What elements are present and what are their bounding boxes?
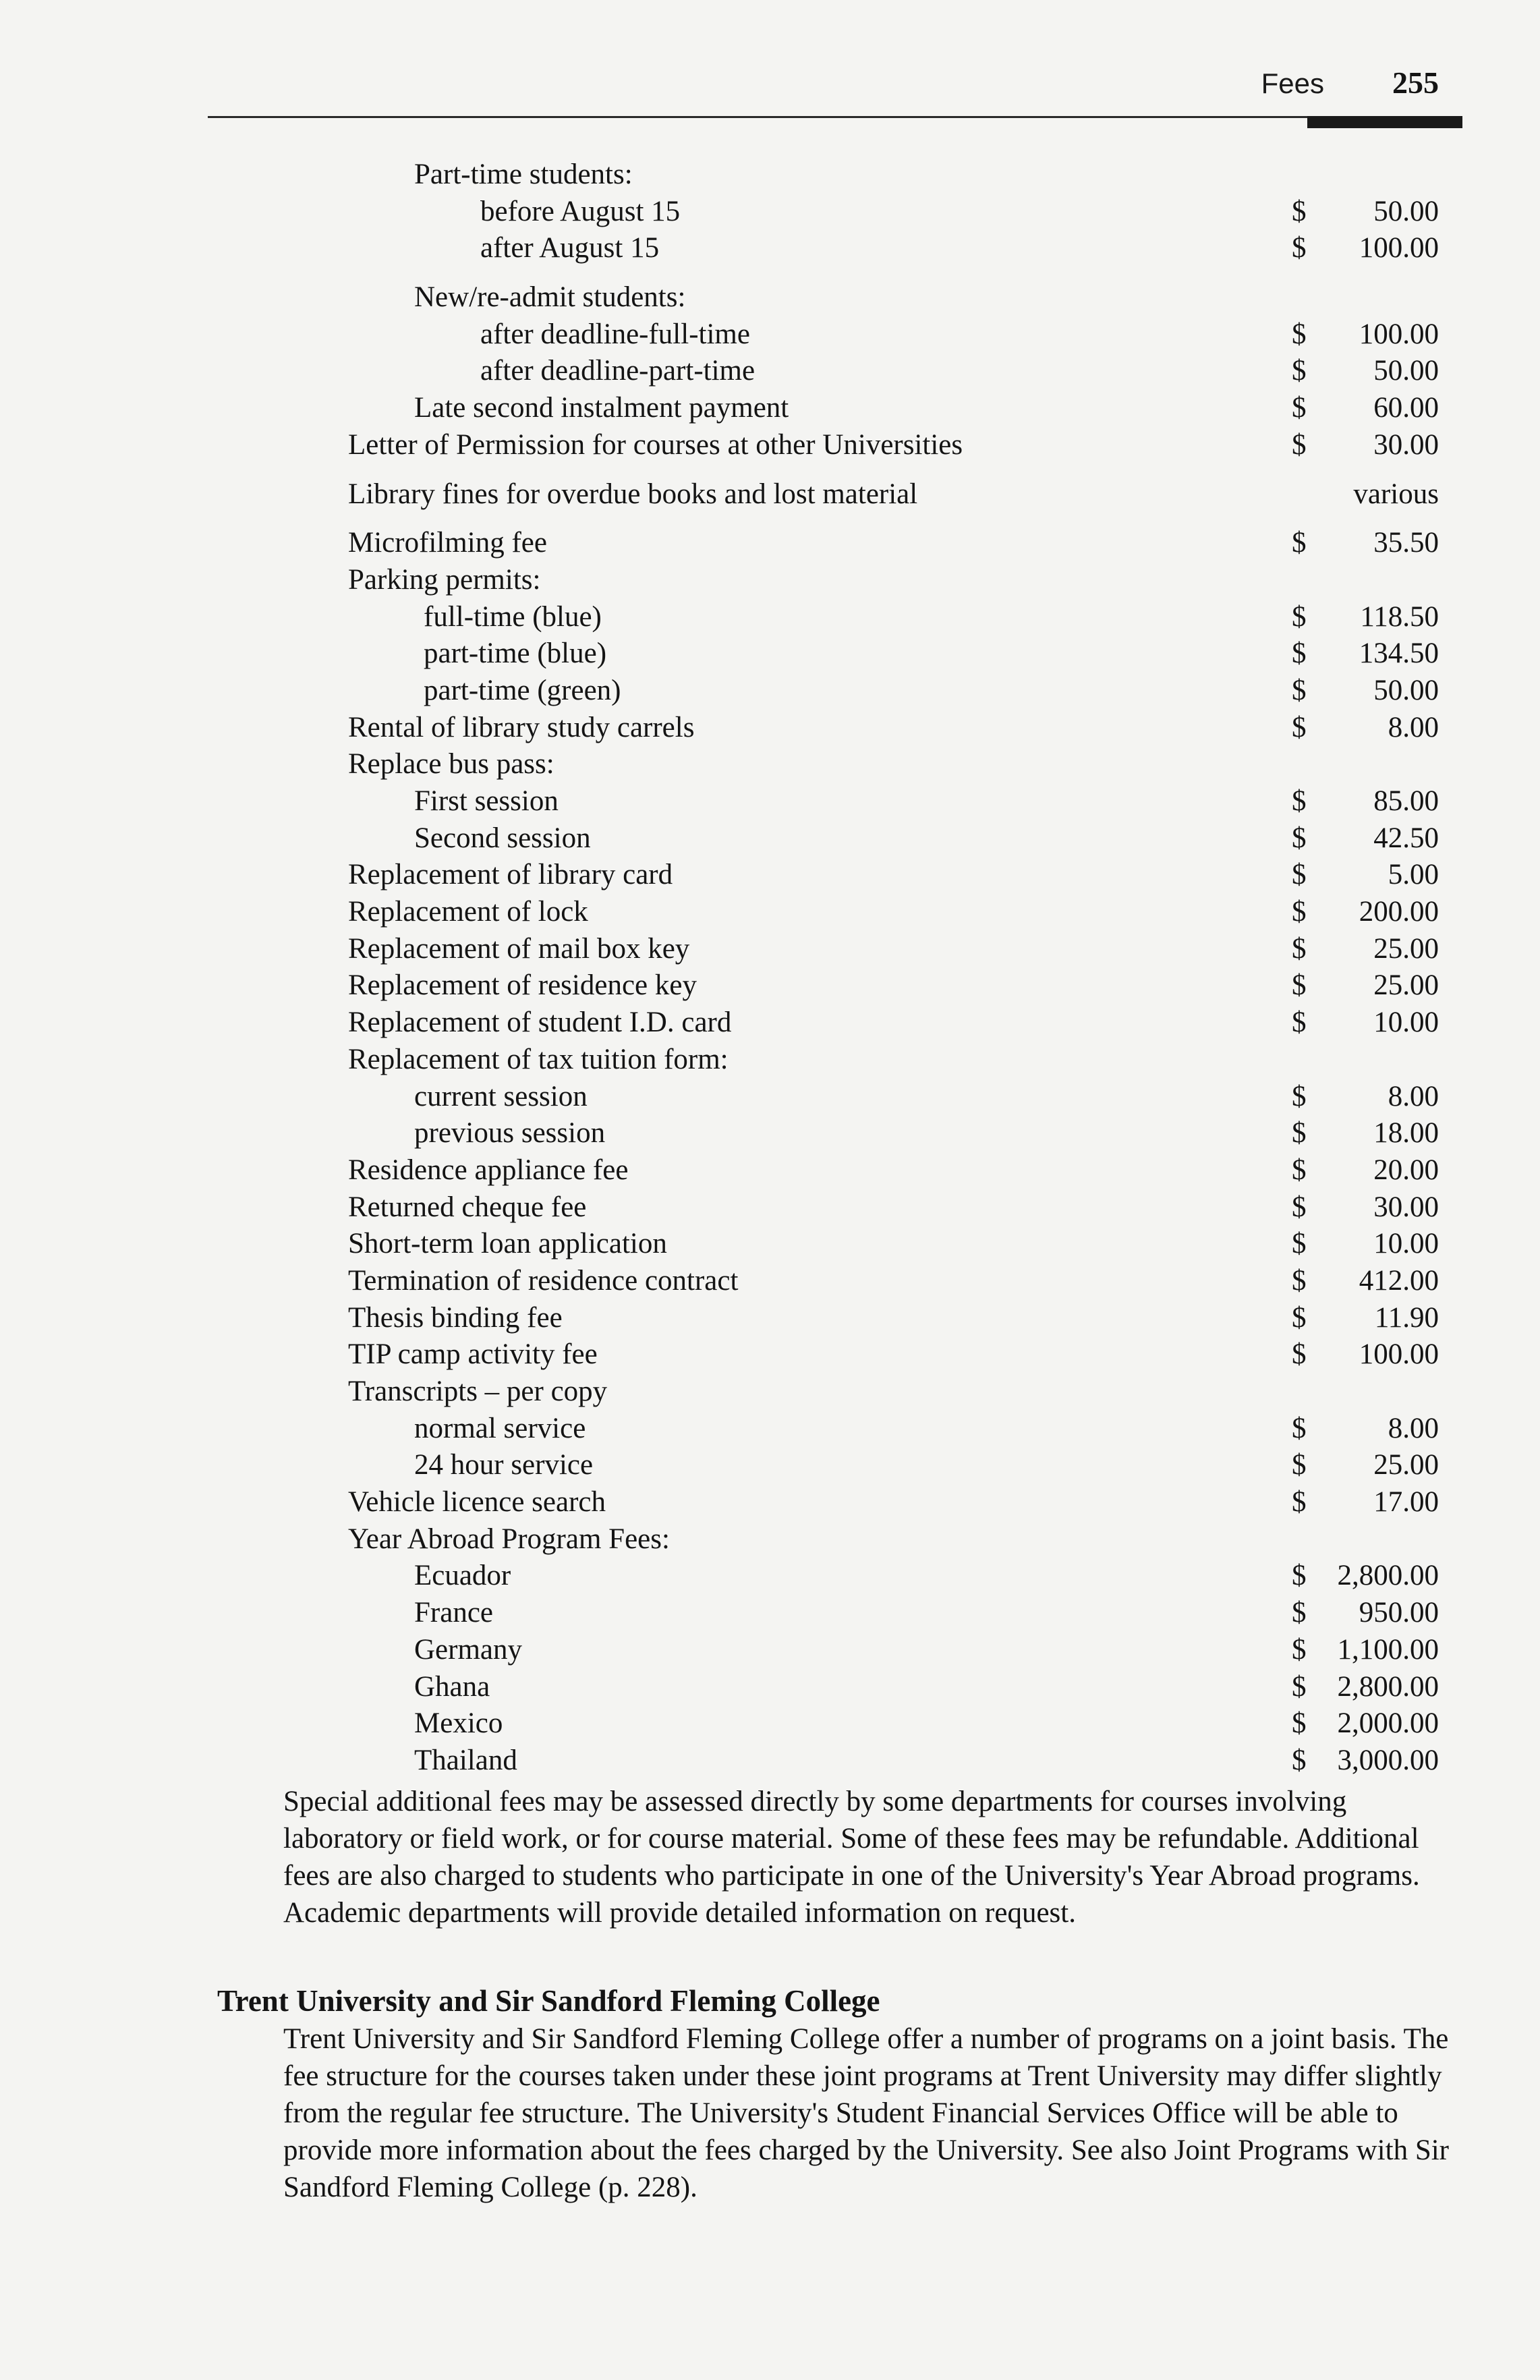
fee-row — [0, 1373, 1540, 1411]
fee-row — [0, 894, 1540, 931]
fee-row — [0, 783, 1540, 820]
fee-row — [0, 1004, 1540, 1042]
fee-row — [0, 390, 1540, 427]
fee-amount: 2,800.00 — [1337, 1560, 1439, 1592]
fee-row — [0, 1558, 1540, 1595]
fee-row — [0, 1042, 1540, 1079]
fee-row — [0, 820, 1540, 857]
fee-amount: 8.00 — [1388, 711, 1439, 743]
fee-currency: $ — [1292, 1080, 1307, 1112]
fee-row — [0, 1152, 1540, 1189]
fee-amount: 18.00 — [1373, 1117, 1439, 1150]
fee-currency: $ — [1292, 1633, 1307, 1666]
fee-row — [0, 1595, 1540, 1632]
fee-amount: 85.00 — [1373, 785, 1439, 817]
fee-row — [0, 1521, 1540, 1558]
fee-amount: 25.00 — [1373, 1449, 1439, 1481]
fee-amount: 200.00 — [1359, 896, 1439, 928]
fee-currency: $ — [1292, 428, 1307, 461]
fee-row — [0, 967, 1540, 1004]
fee-amount: 30.00 — [1373, 1191, 1439, 1223]
fee-currency: $ — [1292, 969, 1307, 1002]
fee-currency: $ — [1292, 232, 1307, 264]
fee-label: First session — [414, 785, 559, 817]
running-header-section: Fees — [1261, 67, 1324, 99]
fee-label: Year Abroad Program Fees: — [348, 1523, 670, 1555]
fee-row — [0, 746, 1540, 783]
fee-label: before August 15 — [480, 195, 681, 227]
fee-currency: $ — [1292, 859, 1307, 891]
fee-amount: 50.00 — [1373, 674, 1439, 706]
fee-row — [0, 427, 1540, 464]
fee-label: Microfilming fee — [348, 527, 547, 559]
fee-label: Parking permits: — [348, 563, 541, 596]
fee-amount: 60.00 — [1373, 392, 1439, 424]
fee-row — [0, 1300, 1540, 1337]
fee-amount: 10.00 — [1373, 1228, 1439, 1260]
fee-label: Replacement of library card — [348, 859, 673, 891]
fee-currency: $ — [1292, 822, 1307, 854]
fee-currency: $ — [1292, 1228, 1307, 1260]
fee-amount: 8.00 — [1388, 1412, 1439, 1444]
fee-row — [0, 157, 1540, 194]
fee-row — [0, 1411, 1540, 1448]
fee-currency: $ — [1292, 932, 1307, 965]
fee-row — [0, 279, 1540, 316]
fee-currency: $ — [1292, 1597, 1307, 1629]
fee-label: current session — [414, 1080, 588, 1112]
fee-currency: $ — [1292, 1117, 1307, 1150]
fee-label: normal service — [414, 1412, 586, 1444]
fee-currency: $ — [1292, 1154, 1307, 1186]
fee-amount: 5.00 — [1388, 859, 1439, 891]
fee-row — [0, 1743, 1540, 1780]
fee-label: Ecuador — [414, 1560, 511, 1592]
fee-row — [0, 525, 1540, 562]
fee-amount: 30.00 — [1373, 428, 1439, 461]
fee-label: New/re-admit students: — [414, 281, 686, 314]
fee-label: Ghana — [414, 1670, 490, 1703]
fee-row — [0, 1336, 1540, 1373]
fee-label: Replacement of residence key — [348, 969, 697, 1002]
fee-amount: 950.00 — [1359, 1597, 1439, 1629]
header-tab-marker — [1307, 116, 1462, 128]
fee-row — [0, 1226, 1540, 1263]
fee-label: Replace bus pass: — [348, 748, 554, 781]
fee-label: part-time (blue) — [424, 638, 607, 670]
fee-label: Second session — [414, 822, 591, 854]
header-rule — [208, 116, 1462, 118]
fee-label: Residence appliance fee — [348, 1154, 629, 1186]
fee-row — [0, 1632, 1540, 1669]
fee-row — [0, 1447, 1540, 1484]
special-fees-note: Special additional fees may be assessed directly by some departments for courses involving laboratory or field work, or for course material. Some of these fees may be refundable. Additional fees are also charged to students who participate in one of the University's Year Abroad programs. Academic departments will provide detailed information on request. — [283, 1786, 1420, 1929]
fee-label: Short-term loan application — [348, 1228, 667, 1260]
fee-amount: 50.00 — [1373, 195, 1439, 227]
fee-amount: 10.00 — [1373, 1007, 1439, 1039]
fee-amount: various — [1353, 478, 1439, 510]
fee-label: Letter of Permission for courses at other Universities — [348, 428, 963, 461]
fee-row — [0, 562, 1540, 599]
fee-row — [0, 599, 1540, 636]
fee-currency: $ — [1292, 1707, 1307, 1740]
fee-row — [0, 673, 1540, 710]
fee-currency: $ — [1292, 1412, 1307, 1444]
fee-label: Replacement of mail box key — [348, 932, 690, 965]
fee-currency: $ — [1292, 638, 1307, 670]
fee-row — [0, 857, 1540, 894]
fee-label: Mexico — [414, 1707, 503, 1740]
fee-currency: $ — [1292, 1301, 1307, 1334]
fee-currency: $ — [1292, 674, 1307, 706]
joint-programs-paragraph: Trent University and Sir Sandford Fleming College offer a number of programs on a joint basis. The fee structure for the courses taken under these joint programs at Trent University may differ slightly from the regular fee structure. The University's Student Financial Services Office will be able to provide more information about the fees charged by the University. See also Joint Programs with Sir Sandford Fleming College (p. 228). — [283, 2023, 1449, 2203]
fee-currency: $ — [1292, 1338, 1307, 1371]
fee-label: Late second instalment payment — [414, 392, 789, 424]
fee-row — [0, 1079, 1540, 1116]
fee-label: Transcripts – per copy — [348, 1376, 608, 1407]
fee-row — [0, 316, 1540, 353]
fee-amount: 134.50 — [1359, 638, 1439, 670]
fee-amount: 118.50 — [1360, 600, 1439, 633]
fee-row — [0, 1705, 1540, 1743]
fee-currency: $ — [1292, 527, 1307, 559]
fee-amount: 35.50 — [1373, 527, 1439, 559]
fee-amount: 8.00 — [1388, 1080, 1439, 1112]
fee-row — [0, 353, 1540, 390]
fee-currency: $ — [1292, 1744, 1307, 1776]
fee-label: Part-time students: — [414, 159, 633, 190]
section-heading: Trent University and Sir Sandford Fleming College — [217, 1984, 880, 2018]
fee-row — [0, 1115, 1540, 1152]
page-number: 255 — [1392, 65, 1439, 100]
fee-currency: $ — [1292, 1449, 1307, 1481]
fee-label: previous session — [414, 1117, 606, 1150]
fee-row — [0, 476, 1540, 513]
fee-label: part-time (green) — [424, 674, 621, 706]
fee-label: Library fines for overdue books and lost material — [348, 478, 918, 510]
fee-amount: 25.00 — [1373, 969, 1439, 1002]
fee-amount: 11.90 — [1374, 1301, 1439, 1334]
fee-currency: $ — [1292, 896, 1307, 928]
fee-label: after deadline-part-time — [480, 355, 755, 387]
fee-currency: $ — [1292, 1560, 1307, 1592]
fee-amount: 100.00 — [1359, 1338, 1439, 1371]
fee-row — [0, 931, 1540, 968]
fee-label: Thesis binding fee — [348, 1301, 563, 1334]
fee-row — [0, 1263, 1540, 1300]
fee-label: full-time (blue) — [424, 600, 602, 633]
fee-label: France — [414, 1597, 493, 1629]
fee-row — [0, 194, 1540, 231]
fee-currency: $ — [1292, 1670, 1307, 1703]
fee-currency: $ — [1292, 355, 1307, 387]
fee-currency: $ — [1292, 195, 1307, 227]
fee-amount: 2,800.00 — [1337, 1670, 1439, 1703]
fee-amount: 412.00 — [1359, 1264, 1439, 1297]
fee-label: Rental of library study carrels — [348, 711, 695, 743]
fee-row — [0, 1669, 1540, 1706]
fee-amount: 42.50 — [1373, 822, 1439, 854]
fee-currency: $ — [1292, 1264, 1307, 1297]
fee-row — [0, 1189, 1540, 1226]
fee-row — [0, 1484, 1540, 1521]
fee-currency: $ — [1292, 711, 1307, 743]
fee-amount: 17.00 — [1373, 1486, 1439, 1519]
fee-label: 24 hour service — [414, 1449, 594, 1481]
fee-amount: 20.00 — [1373, 1154, 1439, 1186]
fee-label: Termination of residence contract — [348, 1264, 739, 1297]
fee-label: Replacement of lock — [348, 896, 588, 928]
fee-currency: $ — [1292, 600, 1307, 633]
fee-currency: $ — [1292, 1007, 1307, 1039]
fee-currency: $ — [1292, 785, 1307, 817]
fee-currency: $ — [1292, 1486, 1307, 1519]
fee-label: after deadline-full-time — [480, 318, 750, 350]
fee-label: Vehicle licence search — [348, 1486, 606, 1519]
fee-label: Replacement of tax tuition form: — [348, 1043, 729, 1075]
fee-currency: $ — [1292, 1191, 1307, 1223]
fee-row — [0, 635, 1540, 673]
fee-label: Thailand — [414, 1744, 517, 1776]
fee-amount: 3,000.00 — [1337, 1744, 1439, 1776]
fee-label: Returned cheque fee — [348, 1191, 587, 1223]
fee-amount: 25.00 — [1373, 932, 1439, 965]
fee-amount: 1,100.00 — [1337, 1633, 1439, 1666]
fee-row — [0, 710, 1540, 747]
fee-row — [0, 230, 1540, 267]
fee-label: Germany — [414, 1633, 522, 1666]
fee-currency: $ — [1292, 318, 1307, 350]
fee-label: after August 15 — [480, 232, 660, 264]
fee-label: Replacement of student I.D. card — [348, 1007, 732, 1039]
fee-amount: 2,000.00 — [1337, 1707, 1439, 1740]
fee-label: TIP camp activity fee — [348, 1338, 598, 1371]
fee-amount: 50.00 — [1373, 355, 1439, 387]
fee-currency: $ — [1292, 392, 1307, 424]
fee-amount: 100.00 — [1359, 318, 1439, 350]
fee-list — [0, 157, 1540, 1780]
fee-amount: 100.00 — [1359, 232, 1439, 264]
